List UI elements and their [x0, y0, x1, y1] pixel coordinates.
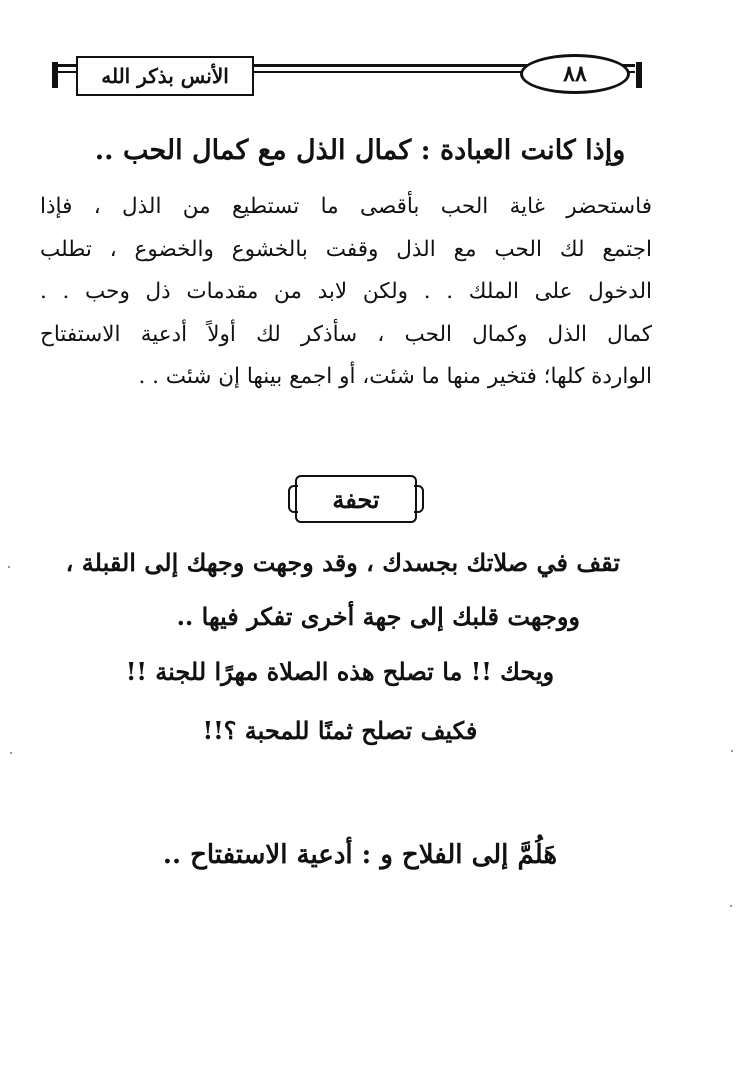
body-paragraph: [40, 186, 652, 399]
scan-speck: [10, 752, 12, 754]
paragraph-line: الواردة كلها؛ فتخير منها ما شئت، أو اجمع بينها إن شئت . .: [138, 364, 652, 389]
poem-line: فكيف تصلح ثمنًا للمحبة ؟!!: [202, 716, 478, 745]
page-number: ٨٨: [520, 54, 630, 94]
poem-line: تقف في صلاتك بجسدك ، وقد وجهت وجهك إلى القبلة ،: [65, 548, 620, 577]
scan-speck: [731, 750, 733, 752]
tuhfa-label: تحفة: [295, 475, 417, 523]
section-heading: وإذا كانت العبادة : كمال الذل مع كمال الحب ..: [94, 135, 626, 166]
header-rule-right-cap: [636, 62, 642, 88]
paragraph-line: الدخول على الملك . . ولكن لابد من مقدمات ذل وحب . .: [40, 279, 652, 304]
paragraph-line: اجتمع لك الحب مع الذل وقفت بالخشوع والخضوع ، تطلب: [40, 236, 652, 262]
poem-line: ووجهت قلبك إلى جهة أخرى تفكر فيها ..: [176, 602, 580, 631]
scan-speck: [8, 566, 10, 568]
header-rule-left-cap: [52, 62, 58, 88]
paragraph-line: فاستحضر غاية الحب بأقصى ما تستطيع من الذل ، فإذا: [40, 194, 652, 219]
scan-speck: [730, 905, 732, 907]
closing-heading: هَلُمَّ إلى الفلاح و : أدعية الاستفتاح ..: [162, 840, 558, 870]
running-book-title: الأنس بذكر الله: [76, 56, 254, 96]
poem-line: ويحك !! ما تصلح هذه الصلاة مهرًا للجنة !!: [125, 657, 555, 686]
paragraph-line: كمال الذل وكمال الحب ، سأذكر لك أولاً أدعية الاستفتاح: [40, 321, 652, 347]
